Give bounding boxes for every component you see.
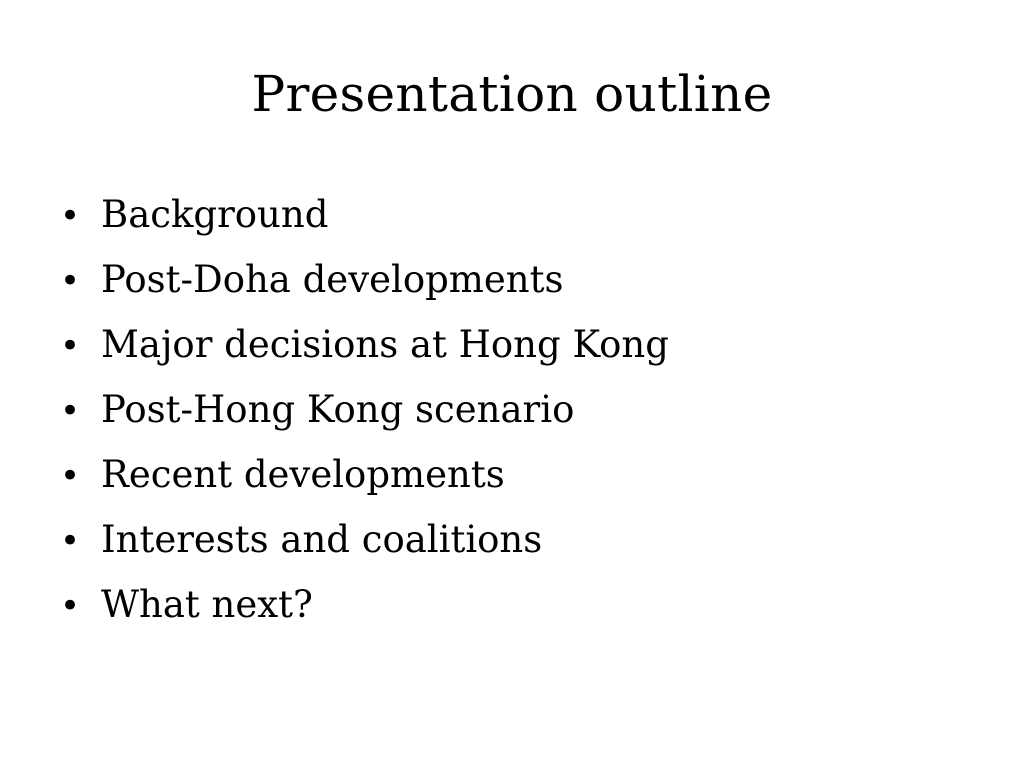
bullet-dot-icon: • bbox=[60, 196, 81, 236]
bullet-item-label: Recent developments bbox=[101, 453, 505, 496]
bullet-item-label: Interests and coalitions bbox=[101, 518, 543, 561]
bullet-item-label: What next? bbox=[101, 583, 313, 626]
bullet-item-background bbox=[56, 182, 976, 247]
bullet-item-label: Post-Doha developments bbox=[101, 258, 564, 301]
bullet-item-major-decisions bbox=[56, 312, 976, 377]
bullet-item-interests-and-coalitions bbox=[56, 507, 976, 572]
bullet-dot-icon: • bbox=[60, 391, 81, 431]
bullet-dot-icon: • bbox=[60, 586, 81, 626]
bullet-dot-icon: • bbox=[60, 521, 81, 561]
bullet-item-label: Background bbox=[101, 193, 329, 236]
bullet-item-post-hong-kong-scenario bbox=[56, 377, 976, 442]
bullet-item-label: Post-Hong Kong scenario bbox=[101, 388, 575, 431]
slide-title: Presentation outline bbox=[251, 65, 773, 123]
bullet-item-recent-developments bbox=[56, 442, 976, 507]
bullet-item-label: Major decisions at Hong Kong bbox=[101, 323, 669, 366]
bullet-list bbox=[56, 182, 976, 637]
bullet-dot-icon: • bbox=[60, 326, 81, 366]
bullet-item-post-doha-developments bbox=[56, 247, 976, 312]
bullet-item-what-next bbox=[56, 572, 976, 637]
bullet-dot-icon: • bbox=[60, 261, 81, 301]
bullet-dot-icon: • bbox=[60, 456, 81, 496]
